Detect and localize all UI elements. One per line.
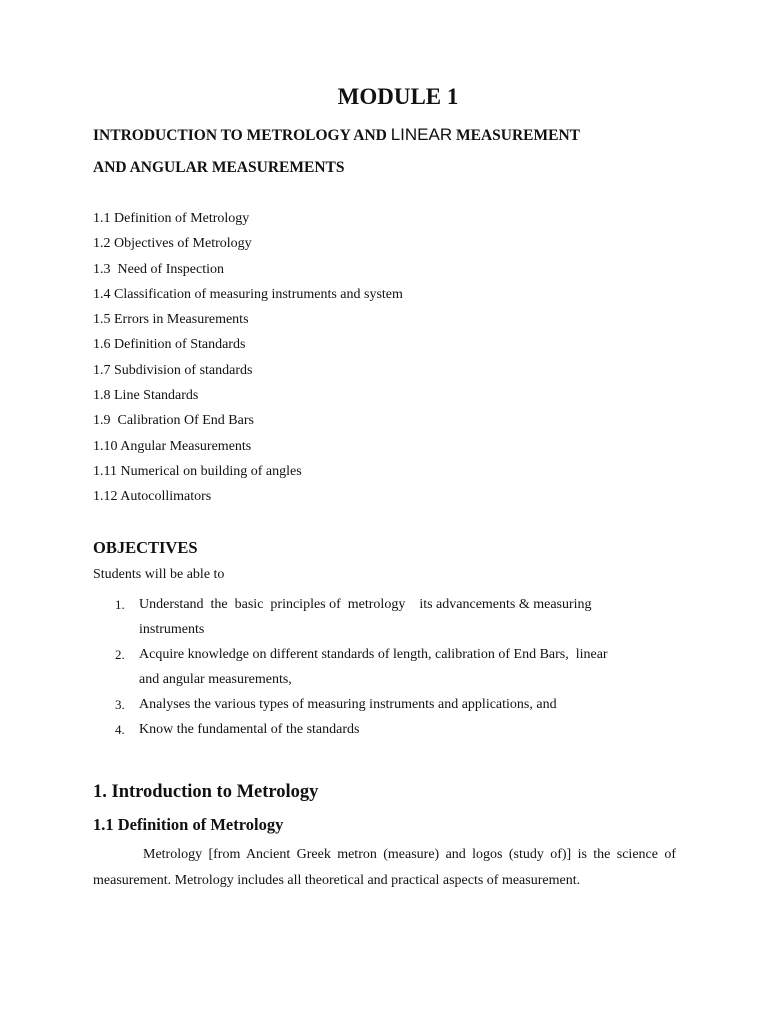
objective-item	[93, 717, 673, 742]
chapter-heading-line-2: AND ANGULAR MEASUREMENTS	[93, 159, 345, 176]
toc-item: 1.9 Calibration Of End Bars	[93, 413, 254, 429]
objective-text: Know the fundamental of the standards	[139, 722, 360, 737]
definition-paragraph: Metrology [from Ancient Greek metron (measure) and logos (study of)] is the science of measurement. Metrology includes all theoretical and practical aspects of measurement.	[93, 847, 676, 888]
objective-number: 3.	[115, 697, 125, 712]
objective-item	[93, 692, 673, 717]
objective-item	[93, 592, 673, 642]
toc-item: 1.8 Line Standards	[93, 388, 199, 404]
objectives-list	[93, 592, 673, 742]
toc-item: 1.3 Need of Inspection	[93, 261, 225, 277]
objectives-heading: OBJECTIVES	[93, 538, 198, 557]
chapter-heading-part-b: LINEAR	[390, 125, 453, 144]
module-title: MODULE 1	[337, 84, 459, 109]
objective-text: Understand the basic principles of metrology its advancements & measuring	[139, 597, 592, 612]
toc-item: 1.6 Definition of Standards	[93, 337, 246, 353]
toc-item: 1.7 Subdivision of standards	[93, 362, 253, 378]
objective-text: Analyses the various types of measuring instruments and applications, and	[139, 697, 557, 712]
objective-text-continued: instruments	[139, 622, 205, 637]
table-of-contents	[93, 209, 403, 513]
toc-item: 1.11 Numerical on building of angles	[93, 463, 302, 479]
objective-text-continued: and angular measurements,	[139, 672, 292, 687]
subsection-title: 1.1 Definition of Metrology	[93, 815, 284, 834]
toc-item: 1.1 Definition of Metrology	[93, 211, 250, 226]
toc-item: 1.2 Objectives of Metrology	[93, 236, 252, 252]
objective-number: 1.	[115, 597, 125, 612]
chapter-heading-line-1	[93, 125, 580, 145]
toc-item: 1.10 Angular Measurements	[93, 438, 252, 454]
chapter-heading-part-c: MEASUREMENT	[452, 127, 581, 144]
toc-item: 1.12 Autocollimators	[93, 489, 212, 505]
chapter-heading-part-a: INTRODUCTION TO METROLOGY AND	[93, 127, 391, 144]
section-title: 1. Introduction to Metrology	[93, 782, 319, 802]
objective-item	[93, 642, 673, 692]
toc-item: 1.4 Classification of measuring instruments and system	[93, 286, 403, 302]
objective-text: Acquire knowledge on different standards of length, calibration of End Bars, linear	[139, 647, 608, 662]
toc-item: 1.5 Errors in Measurements	[93, 312, 249, 328]
objective-number: 4.	[115, 722, 125, 737]
objective-number: 2.	[115, 647, 125, 662]
objectives-intro: Students will be able to	[93, 567, 225, 582]
